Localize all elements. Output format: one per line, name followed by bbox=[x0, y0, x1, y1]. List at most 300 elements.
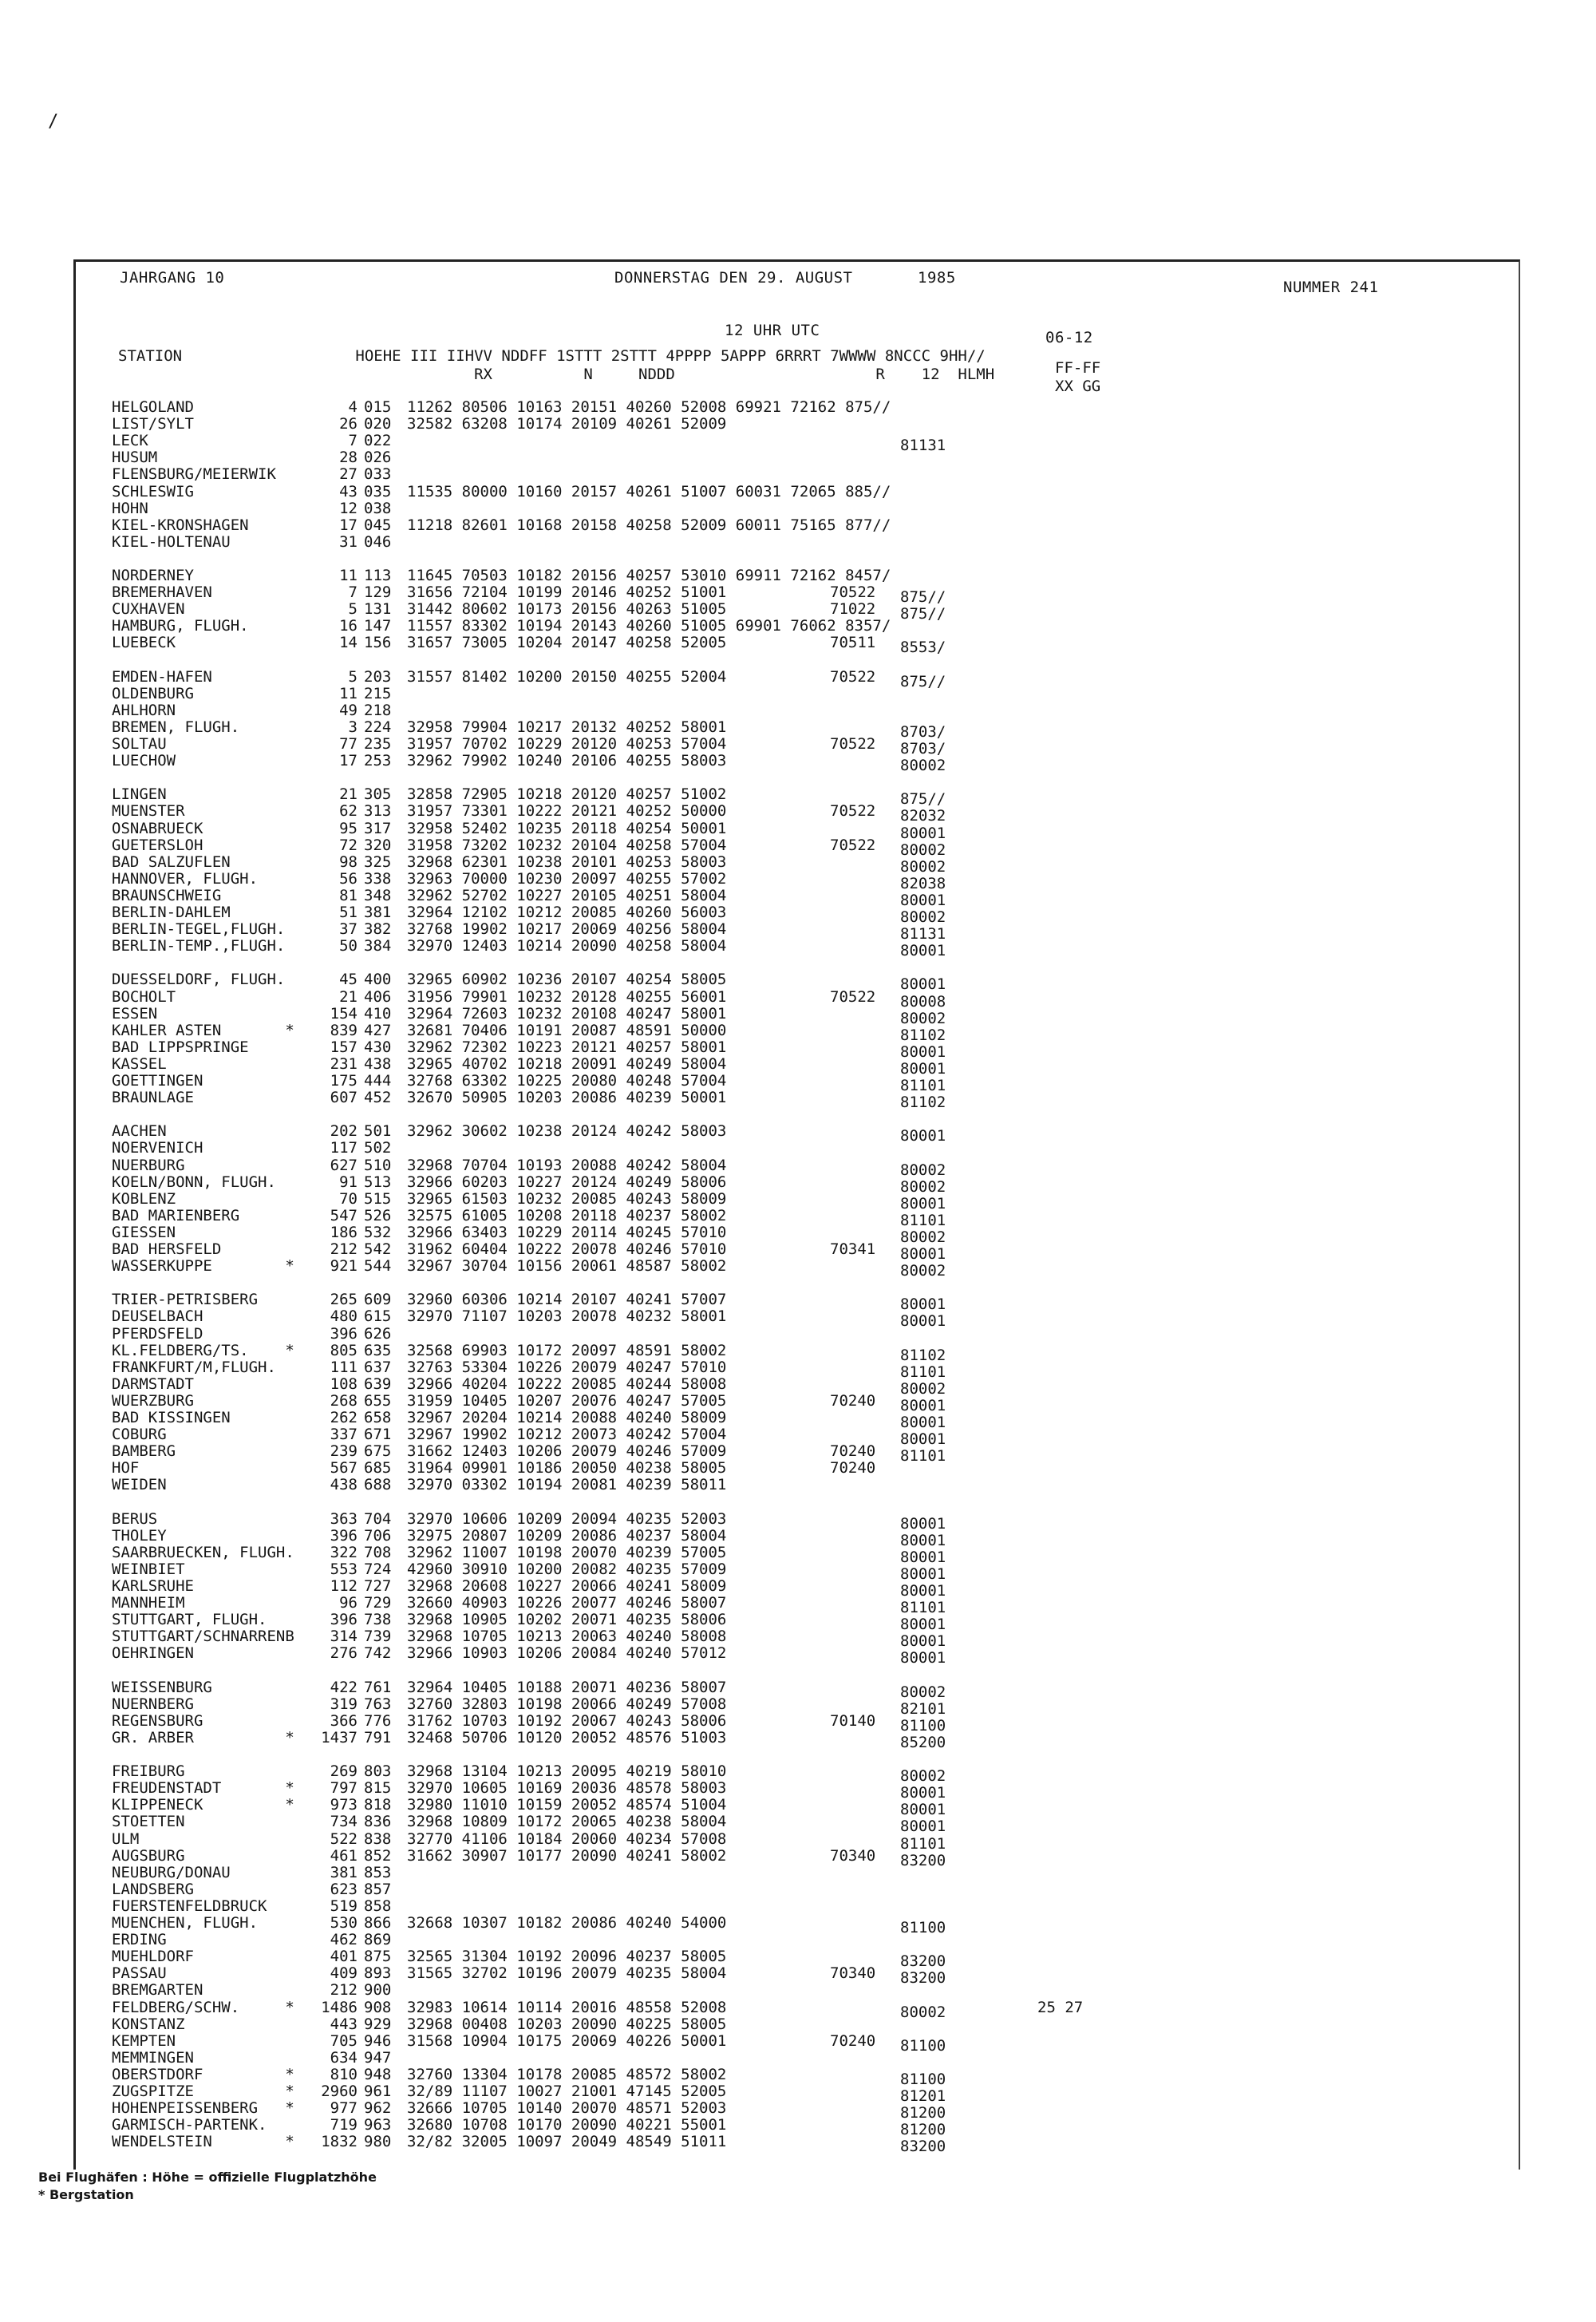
station-height: 480 bbox=[330, 1307, 358, 1326]
station-name: GR. ARBER * bbox=[112, 1728, 294, 1746]
station-height: 396 bbox=[330, 1611, 358, 1629]
station-name: KEMPTEN bbox=[112, 2031, 176, 2050]
station-height: 627 bbox=[330, 1156, 358, 1174]
station-name: OLDENBURG bbox=[112, 684, 194, 702]
station-index: 729 bbox=[364, 1594, 392, 1612]
station-name: NUERBURG bbox=[112, 1156, 185, 1174]
cloud-group: 80001 bbox=[900, 1616, 946, 1634]
station-height: 175 bbox=[330, 1072, 358, 1090]
station-index: 235 bbox=[364, 735, 392, 753]
station-height: 438 bbox=[330, 1476, 358, 1494]
station-index: 818 bbox=[364, 1796, 392, 1814]
station-name: STOETTEN bbox=[112, 1813, 185, 1831]
station-name: HELGOLAND bbox=[112, 398, 194, 416]
cloud-group: 80001 bbox=[900, 1295, 946, 1314]
wind-gust: 25 27 bbox=[1037, 1998, 1084, 2016]
cloud-group: 83200 bbox=[900, 2138, 946, 2156]
station-index: 900 bbox=[364, 1981, 392, 2000]
cloud-group: 80008 bbox=[900, 992, 946, 1011]
station-name: KOELN/BONN, FLUGH. bbox=[112, 1173, 276, 1191]
observation-groups: 32763 53304 10226 20079 40247 57010 bbox=[407, 1358, 727, 1376]
station-index: 444 bbox=[364, 1072, 392, 1090]
station-height: 522 bbox=[330, 1830, 358, 1848]
station-height: 26 bbox=[339, 415, 358, 433]
cloud-group: 82038 bbox=[900, 874, 946, 892]
station-name: OSNABRUECK bbox=[112, 819, 203, 837]
station-name: WEINBIET bbox=[112, 1560, 185, 1578]
station-index: 688 bbox=[364, 1476, 392, 1494]
observation-groups: 32965 61503 10232 20085 40243 58009 bbox=[407, 1189, 727, 1208]
station-index: 532 bbox=[364, 1223, 392, 1241]
station-height: 37 bbox=[339, 920, 358, 939]
cloud-group: 83200 bbox=[900, 1952, 946, 1971]
station-name: MUENSTER bbox=[112, 802, 185, 821]
station-name: GOETTINGEN bbox=[112, 1072, 203, 1090]
station-index: 742 bbox=[364, 1644, 392, 1663]
cloud-group: 80001 bbox=[900, 1194, 946, 1212]
station-index: 156 bbox=[364, 634, 392, 652]
station-name: ERDING bbox=[112, 1931, 167, 1949]
observation-groups: 32962 79902 10240 20106 40255 58003 bbox=[407, 752, 727, 770]
observation-groups: 32968 00408 10203 20090 40225 58005 bbox=[407, 2015, 727, 2033]
station-height: 366 bbox=[330, 1711, 358, 1730]
station-index: 020 bbox=[364, 415, 392, 433]
station-name: SCHLESWIG bbox=[112, 482, 194, 500]
station-height: 276 bbox=[330, 1644, 358, 1663]
cloud-group: 80002 bbox=[900, 1009, 946, 1027]
station-height: 11 bbox=[339, 567, 358, 584]
station-index: 033 bbox=[364, 465, 392, 484]
station-height: 50 bbox=[339, 937, 358, 955]
station-name: DUESSELDORF, FLUGH. bbox=[112, 971, 286, 989]
station-index: 046 bbox=[364, 532, 392, 551]
station-index: 963 bbox=[364, 2116, 392, 2134]
observation-groups: 11557 83302 10194 20143 40260 51005 69901 76062 8357/ bbox=[407, 617, 891, 635]
station-index: 815 bbox=[364, 1779, 392, 1798]
station-name: MUEHLDORF bbox=[112, 1948, 194, 1966]
station-height: 396 bbox=[330, 1526, 358, 1545]
observation-groups: 32958 52402 10235 20118 40254 50001 bbox=[407, 819, 727, 837]
station-name: BREMGARTEN bbox=[112, 1981, 203, 2000]
station-index: 348 bbox=[364, 886, 392, 904]
station-index: 639 bbox=[364, 1375, 392, 1393]
observation-groups: 31964 09901 10186 20050 40238 58005 bbox=[407, 1459, 727, 1477]
station-height: 553 bbox=[330, 1560, 358, 1578]
station-name: AHLHORN bbox=[112, 701, 176, 719]
station-height: 21 bbox=[339, 987, 358, 1006]
station-height: 422 bbox=[330, 1678, 358, 1696]
station-height: 396 bbox=[330, 1324, 358, 1343]
cloud-group: 8553/ bbox=[900, 639, 946, 657]
station-name: ZUGSPITZE * bbox=[112, 2083, 294, 2100]
observation-groups: 31958 73202 10232 20104 40258 57004 bbox=[407, 836, 727, 854]
weather-group: 70240 bbox=[830, 1442, 876, 1461]
weather-group: 70522 bbox=[830, 583, 876, 602]
cloud-group: 80001 bbox=[900, 1127, 946, 1145]
observation-groups: 32965 40702 10218 20091 40249 58004 bbox=[407, 1054, 727, 1073]
observation-groups: 31557 81402 10200 20150 40255 52004 bbox=[407, 667, 727, 686]
station-name: KIEL-HOLTENAU bbox=[112, 532, 231, 551]
cloud-group: 81102 bbox=[900, 1346, 946, 1364]
cloud-group: 80001 bbox=[900, 1784, 946, 1802]
station-name: HANNOVER, FLUGH. bbox=[112, 869, 259, 888]
station-name: NEUBURG/DONAU bbox=[112, 1863, 231, 1881]
cloud-group: 81100 bbox=[900, 1716, 946, 1735]
cloud-group: 80001 bbox=[900, 891, 946, 909]
station-name: HUSUM bbox=[112, 449, 158, 467]
station-name: KONSTANZ bbox=[112, 2015, 185, 2033]
station-index: 738 bbox=[364, 1611, 392, 1629]
station-height: 111 bbox=[330, 1358, 358, 1376]
station-index: 526 bbox=[364, 1206, 392, 1224]
station-height: 409 bbox=[330, 1964, 358, 1983]
cloud-group: 80001 bbox=[900, 1548, 946, 1566]
station-name: OBERSTDORF * bbox=[112, 2065, 294, 2083]
station-index: 305 bbox=[364, 785, 392, 804]
cloud-group: 80001 bbox=[900, 1649, 946, 1667]
station-height: 839 bbox=[330, 1021, 358, 1039]
observation-groups: 32666 10705 10140 20070 48571 52003 bbox=[407, 2099, 727, 2118]
observation-groups: 32966 10903 10206 20084 40240 57012 bbox=[407, 1644, 727, 1663]
cloud-group: 81102 bbox=[900, 1094, 946, 1112]
cloud-group: 80002 bbox=[900, 1683, 946, 1701]
cloud-group: 81100 bbox=[900, 2036, 946, 2055]
station-name: FUERSTENFELDBRUCK bbox=[112, 1897, 267, 1915]
station-height: 202 bbox=[330, 1122, 358, 1141]
observation-groups: 32468 50706 10120 20052 48576 51003 bbox=[407, 1728, 727, 1746]
jahrgang-label: JAHRGANG 10 bbox=[120, 269, 225, 287]
station-height: 31 bbox=[339, 532, 358, 551]
date-label: DONNERSTAG DEN 29. AUGUST bbox=[614, 269, 853, 287]
station-index: 400 bbox=[364, 971, 392, 989]
station-height: 810 bbox=[330, 2065, 358, 2083]
station-name: FLENSBURG/MEIERWIK bbox=[112, 465, 276, 484]
station-height: 154 bbox=[330, 1004, 358, 1023]
station-index: 857 bbox=[364, 1880, 392, 1898]
cloud-group: 82101 bbox=[900, 1699, 946, 1718]
cloud-group: 83200 bbox=[900, 1969, 946, 1988]
station-index: 452 bbox=[364, 1089, 392, 1107]
station-index: 961 bbox=[364, 2083, 392, 2100]
station-name: PFERDSFELD bbox=[112, 1324, 203, 1343]
observation-groups: 32565 31304 10192 20096 40237 58005 bbox=[407, 1948, 727, 1966]
station-name: TRIER-PETRISBERG bbox=[112, 1291, 259, 1309]
station-height: 49 bbox=[339, 701, 358, 719]
station-height: 231 bbox=[330, 1054, 358, 1073]
station-name: FREIBURG bbox=[112, 1762, 185, 1781]
observation-groups: 32668 10307 10182 20086 40240 54000 bbox=[407, 1914, 727, 1932]
observation-groups: 32970 12403 10214 20090 40258 58004 bbox=[407, 937, 727, 955]
station-index: 929 bbox=[364, 2015, 392, 2033]
cloud-group: 80001 bbox=[900, 1801, 946, 1819]
observation-groups: 32968 62301 10238 20101 40253 58003 bbox=[407, 852, 727, 871]
station-index: 320 bbox=[364, 836, 392, 854]
observation-groups: 32970 10606 10209 20094 40235 52003 bbox=[407, 1509, 727, 1528]
station-height: 461 bbox=[330, 1846, 358, 1865]
station-name: STUTTGART/SCHNARRENB bbox=[112, 1628, 294, 1646]
station-height: 547 bbox=[330, 1206, 358, 1224]
observation-groups: 31762 10703 10192 20067 40243 58006 bbox=[407, 1711, 727, 1730]
cloud-group: 80002 bbox=[900, 1228, 946, 1246]
observation-groups: 32975 20807 10209 20086 40237 58004 bbox=[407, 1526, 727, 1545]
cloud-group: 81200 bbox=[900, 2121, 946, 2139]
observation-groups: 32965 60902 10236 20107 40254 58005 bbox=[407, 971, 727, 989]
station-index: 635 bbox=[364, 1341, 392, 1359]
station-name: HOHENPEISSENBERG * bbox=[112, 2099, 294, 2118]
observation-groups: 31962 60404 10222 20078 40246 57010 bbox=[407, 1240, 727, 1258]
station-height: 7 bbox=[348, 432, 358, 450]
observation-groups: 32/82 32005 10097 20049 48549 51011 bbox=[407, 2133, 727, 2151]
station-index: 658 bbox=[364, 1409, 392, 1426]
station-height: 262 bbox=[330, 1409, 358, 1426]
observation-groups: 32962 30602 10238 20124 40242 58003 bbox=[407, 1122, 727, 1141]
cloud-group: 875// bbox=[900, 672, 946, 690]
observation-groups: 32968 70704 10193 20088 40242 58004 bbox=[407, 1156, 727, 1174]
cloud-group: 81131 bbox=[900, 925, 946, 943]
station-index: 501 bbox=[364, 1122, 392, 1141]
observation-groups: 32770 41106 10184 20060 40234 57008 bbox=[407, 1830, 727, 1848]
weather-group: 70522 bbox=[830, 802, 876, 821]
observation-groups: 32660 40903 10226 20077 40246 58007 bbox=[407, 1594, 727, 1612]
station-name: KOBLENZ bbox=[112, 1189, 176, 1208]
observation-groups: 32960 60306 10214 20107 40241 57007 bbox=[407, 1291, 727, 1309]
station-index: 131 bbox=[364, 600, 392, 619]
station-name: BAD HERSFELD bbox=[112, 1240, 222, 1258]
station-name: BAMBERG bbox=[112, 1442, 176, 1461]
station-name: CUXHAVEN bbox=[112, 600, 185, 619]
station-index: 626 bbox=[364, 1324, 392, 1343]
station-index: 427 bbox=[364, 1021, 392, 1039]
weather-group: 70240 bbox=[830, 1459, 876, 1477]
station-index: 869 bbox=[364, 1931, 392, 1949]
weather-group: 70240 bbox=[830, 1391, 876, 1410]
observation-groups: 32980 11010 10159 20052 48574 51004 bbox=[407, 1796, 727, 1814]
station-index: 675 bbox=[364, 1442, 392, 1461]
station-height: 12 bbox=[339, 499, 358, 517]
station-name: NOERVENICH bbox=[112, 1139, 203, 1157]
observation-groups: 32968 10705 10213 20063 40240 58008 bbox=[407, 1628, 727, 1646]
station-index: 544 bbox=[364, 1257, 392, 1276]
column-header-line1: STATION HOEHE III IIHVV NDDFF 1STTT 2STTT 4PPPP 5APPP 6RRRT 7WWWW 8NCCC 9HH// bbox=[118, 347, 986, 365]
station-index: 776 bbox=[364, 1711, 392, 1730]
station-index: 542 bbox=[364, 1240, 392, 1258]
cloud-group: 80001 bbox=[900, 1514, 946, 1533]
station-height: 112 bbox=[330, 1577, 358, 1595]
station-height: 5 bbox=[348, 667, 358, 686]
station-name: GUETERSLOH bbox=[112, 836, 203, 854]
station-name: KAHLER ASTEN * bbox=[112, 1021, 294, 1039]
station-index: 022 bbox=[364, 432, 392, 450]
observation-groups: 32966 40204 10222 20085 40244 58008 bbox=[407, 1375, 727, 1393]
cloud-group: 80001 bbox=[900, 1396, 946, 1414]
station-height: 977 bbox=[330, 2099, 358, 2118]
station-name: EMDEN-HAFEN bbox=[112, 667, 212, 686]
station-name: SAARBRUECKEN, FLUGH. bbox=[112, 1543, 294, 1561]
station-name: LUEBECK bbox=[112, 634, 176, 652]
station-name: MANNHEIM bbox=[112, 1594, 185, 1612]
station-height: 239 bbox=[330, 1442, 358, 1461]
station-index: 948 bbox=[364, 2065, 392, 2083]
station-height: 17 bbox=[339, 752, 358, 770]
observation-groups: 32967 30704 10156 20061 48587 58002 bbox=[407, 1257, 727, 1276]
station-name: SOLTAU bbox=[112, 735, 167, 753]
station-height: 81 bbox=[339, 886, 358, 904]
observation-groups: 32966 63403 10229 20114 40245 57010 bbox=[407, 1223, 727, 1241]
observation-groups: 32962 52702 10227 20105 40251 58004 bbox=[407, 886, 727, 904]
observation-groups: 31956 79901 10232 20128 40255 56001 bbox=[407, 987, 727, 1006]
column-header-line2: RX N NDDD R 12 HLMH bbox=[118, 366, 995, 383]
station-index: 026 bbox=[364, 449, 392, 467]
observation-groups: 32760 13304 10178 20085 48572 58002 bbox=[407, 2065, 727, 2083]
station-name: REGENSBURG bbox=[112, 1711, 203, 1730]
observation-groups: 31565 32702 10196 20079 40235 58004 bbox=[407, 1964, 727, 1983]
station-height: 797 bbox=[330, 1779, 358, 1798]
cloud-group: 80001 bbox=[900, 1312, 946, 1331]
station-index: 838 bbox=[364, 1830, 392, 1848]
station-height: 268 bbox=[330, 1391, 358, 1410]
station-index: 253 bbox=[364, 752, 392, 770]
station-height: 51 bbox=[339, 904, 358, 921]
station-index: 381 bbox=[364, 904, 392, 921]
station-index: 836 bbox=[364, 1813, 392, 1831]
cloud-group: 81131 bbox=[900, 437, 946, 455]
station-height: 401 bbox=[330, 1948, 358, 1966]
station-height: 530 bbox=[330, 1914, 358, 1932]
station-name: FRANKFURT/M,FLUGH. bbox=[112, 1358, 276, 1376]
station-index: 513 bbox=[364, 1173, 392, 1191]
observation-groups: 32760 32803 10198 20066 40249 57008 bbox=[407, 1695, 727, 1713]
cloud-group: 80002 bbox=[900, 841, 946, 859]
observation-groups: 32680 10708 10170 20090 40221 55001 bbox=[407, 2116, 727, 2134]
ff-header-1: FF-FF bbox=[1055, 359, 1101, 377]
station-index: 893 bbox=[364, 1964, 392, 1983]
station-index: 203 bbox=[364, 667, 392, 686]
station-height: 1832 bbox=[321, 2133, 358, 2151]
station-name: WUERZBURG bbox=[112, 1391, 194, 1410]
station-index: 609 bbox=[364, 1291, 392, 1309]
cloud-group: 81101 bbox=[900, 1211, 946, 1229]
station-index: 763 bbox=[364, 1695, 392, 1713]
cloud-group: 875// bbox=[900, 588, 946, 607]
station-index: 704 bbox=[364, 1509, 392, 1528]
station-index: 706 bbox=[364, 1526, 392, 1545]
observation-groups: 31657 73005 10204 20147 40258 52005 bbox=[407, 634, 727, 652]
station-index: 727 bbox=[364, 1577, 392, 1595]
station-name: AACHEN bbox=[112, 1122, 167, 1141]
station-name: HAMBURG, FLUGH. bbox=[112, 617, 249, 635]
cloud-group: 80001 bbox=[900, 824, 946, 842]
station-height: 1486 bbox=[321, 1998, 358, 2016]
observation-groups: 32968 10809 10172 20065 40238 58004 bbox=[407, 1813, 727, 1831]
station-index: 853 bbox=[364, 1863, 392, 1881]
station-index: 791 bbox=[364, 1728, 392, 1746]
station-height: 45 bbox=[339, 971, 358, 989]
weather-group: 71022 bbox=[830, 600, 876, 619]
station-height: 16 bbox=[339, 617, 358, 635]
observation-groups: 32768 19902 10217 20069 40256 58004 bbox=[407, 920, 727, 939]
station-height: 4 bbox=[348, 398, 358, 416]
station-name: BAD SALZUFLEN bbox=[112, 852, 231, 871]
cloud-group: 81101 bbox=[900, 1077, 946, 1094]
station-height: 607 bbox=[330, 1089, 358, 1107]
station-name: NORDERNEY bbox=[112, 567, 194, 584]
observation-groups: 11645 70503 10182 20156 40257 53010 69911 72162 8457/ bbox=[407, 567, 891, 584]
issue-number: NUMMER 241 bbox=[1283, 279, 1379, 296]
cloud-group: 80002 bbox=[900, 1161, 946, 1179]
station-height: 269 bbox=[330, 1762, 358, 1781]
station-name: MUENCHEN, FLUGH. bbox=[112, 1914, 259, 1932]
footnote-airports: Bei Flughäfen : Höhe = offizielle Flugplatzhöhe bbox=[38, 2170, 377, 2185]
station-name: MEMMINGEN bbox=[112, 2048, 194, 2067]
station-name: BREMEN, FLUGH. bbox=[112, 718, 240, 736]
station-index: 224 bbox=[364, 718, 392, 736]
cloud-group: 80001 bbox=[900, 1564, 946, 1583]
station-index: 708 bbox=[364, 1543, 392, 1561]
cloud-group: 80002 bbox=[900, 1262, 946, 1280]
observation-groups: 32/89 11107 10027 21001 47145 52005 bbox=[407, 2083, 727, 2100]
station-height: 443 bbox=[330, 2015, 358, 2033]
observation-groups: 32968 20608 10227 20066 40241 58009 bbox=[407, 1577, 727, 1595]
station-height: 21 bbox=[339, 785, 358, 804]
observation-groups: 32967 19902 10212 20073 40242 57004 bbox=[407, 1426, 727, 1444]
cloud-group: 80001 bbox=[900, 1531, 946, 1549]
station-name: HOF bbox=[112, 1459, 140, 1477]
year-label: 1985 bbox=[918, 269, 956, 287]
station-index: 866 bbox=[364, 1914, 392, 1932]
observation-groups: 32967 20204 10214 20088 40240 58009 bbox=[407, 1409, 727, 1426]
station-index: 038 bbox=[364, 499, 392, 517]
station-index: 129 bbox=[364, 583, 392, 602]
station-index: 875 bbox=[364, 1948, 392, 1966]
station-name: NUERNBERG bbox=[112, 1695, 194, 1713]
station-name: BREMERHAVEN bbox=[112, 583, 212, 602]
station-height: 734 bbox=[330, 1813, 358, 1831]
ff-header-2: XX GG bbox=[1055, 378, 1101, 395]
station-name: BERLIN-TEMP.,FLUGH. bbox=[112, 937, 286, 955]
cloud-group: 80002 bbox=[900, 1767, 946, 1786]
weather-group: 70522 bbox=[830, 735, 876, 753]
station-index: 515 bbox=[364, 1189, 392, 1208]
station-index: 685 bbox=[364, 1459, 392, 1477]
cloud-group: 80002 bbox=[900, 2003, 946, 2021]
station-name: GIESSEN bbox=[112, 1223, 176, 1241]
weather-group: 70522 bbox=[830, 836, 876, 854]
observation-groups: 31957 73301 10222 20121 40252 50000 bbox=[407, 802, 727, 821]
station-index: 655 bbox=[364, 1391, 392, 1410]
station-height: 212 bbox=[330, 1240, 358, 1258]
observation-groups: 32681 70406 10191 20087 48591 50000 bbox=[407, 1021, 727, 1039]
station-index: 852 bbox=[364, 1846, 392, 1865]
station-table bbox=[0, 399, 1596, 2155]
station-index: 962 bbox=[364, 2099, 392, 2118]
cloud-group: 80001 bbox=[900, 1245, 946, 1263]
observation-groups: 32963 70000 10230 20097 40255 57002 bbox=[407, 869, 727, 888]
station-name: KIEL-KRONSHAGEN bbox=[112, 516, 249, 534]
observation-groups: 32568 69903 10172 20097 48591 58002 bbox=[407, 1341, 727, 1359]
observation-groups: 42960 30910 10200 20082 40235 57009 bbox=[407, 1560, 727, 1578]
cloud-group: 80001 bbox=[900, 1042, 946, 1061]
station-index: 761 bbox=[364, 1678, 392, 1696]
station-height: 519 bbox=[330, 1897, 358, 1915]
station-name: ULM bbox=[112, 1830, 140, 1848]
station-index: 338 bbox=[364, 869, 392, 888]
station-name: LIST/SYLT bbox=[112, 415, 194, 433]
station-index: 947 bbox=[364, 2048, 392, 2067]
time-range: 06-12 bbox=[1045, 329, 1093, 346]
station-name: BAD MARIENBERG bbox=[112, 1206, 240, 1224]
station-height: 337 bbox=[330, 1426, 358, 1444]
station-name: GARMISCH-PARTENK. bbox=[112, 2116, 267, 2134]
